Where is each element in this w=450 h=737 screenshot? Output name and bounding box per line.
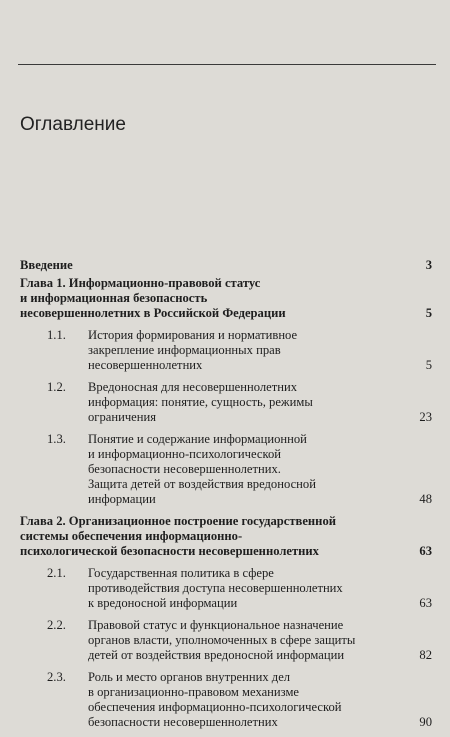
toc-entry [20, 276, 432, 321]
toc-entry-title-line: Государственная политика в сфере [88, 566, 274, 580]
toc-entry [20, 328, 432, 373]
toc-entry [20, 380, 432, 425]
toc-entry-title-line: безопасности несовершеннолетних [88, 715, 278, 729]
toc-entry-title-line: Понятие и содержание информационной [88, 432, 307, 446]
toc-entry-title-line: к вредоносной информации [88, 596, 238, 610]
toc-entry-title-line: детей от воздействия вредоносной информации [88, 648, 345, 662]
toc-entry-title-line: Введение [20, 258, 73, 272]
toc-page-number: 5 [425, 306, 432, 320]
toc-entry [20, 432, 432, 507]
toc-section-number: 1.1. [47, 328, 66, 342]
toc-page-number: 82 [419, 648, 432, 662]
toc-entry-title-line: Глава 2. Организационное построение государственной [20, 514, 336, 528]
toc-entry [20, 670, 432, 730]
table-of-contents [20, 258, 432, 737]
toc-entry-title-line: информации [88, 492, 156, 506]
toc-entry-title-line: Правовой статус и функциональное назначение [88, 618, 344, 632]
header-rule [18, 64, 436, 65]
toc-page-number: 23 [419, 410, 432, 424]
toc-entry [20, 566, 432, 611]
toc-entry-title-line: системы обеспечения информационно- [20, 529, 243, 543]
toc-entry [20, 258, 432, 273]
toc-entry-title-line: обеспечения информационно-психологической [88, 700, 342, 714]
toc-entry-title-line: Глава 1. Информационно-правовой статус [20, 276, 261, 290]
toc-entry [20, 514, 432, 559]
toc-section-number: 2.2. [47, 618, 66, 632]
toc-page-number: 63 [419, 544, 432, 558]
toc-entry-title-line: Защита детей от воздействия вредоносной [88, 477, 316, 491]
toc-entry-title-line: органов власти, уполномоченных в сфере защиты [88, 633, 356, 647]
toc-entry-title-line: закрепление информационных прав [88, 343, 281, 357]
toc-page-number: 5 [425, 358, 432, 372]
toc-entry-title-line: безопасности несовершеннолетних. [88, 462, 281, 476]
toc-entry-title-line: и информационно-психологической [88, 447, 281, 461]
toc-entry-title-line: информация: понятие, сущность, режимы [88, 395, 313, 409]
toc-entry-title-line: несовершеннолетних в Российской Федерации [20, 306, 286, 320]
toc-entry-title-line: психологической безопасности несовершеннолетних [20, 544, 319, 558]
toc-page-number: 63 [419, 596, 432, 610]
toc-entry-title-line: в организационно-правовом механизме [88, 685, 300, 699]
toc-page-number: 90 [419, 715, 432, 729]
toc-section-number: 2.1. [47, 566, 66, 580]
toc-section-number: 2.3. [47, 670, 66, 684]
toc-section-number: 1.2. [47, 380, 66, 394]
toc-entry-title-line: и информационная безопасность [20, 291, 208, 305]
toc-entry-title-line: несовершеннолетних [88, 358, 203, 372]
toc-page-number: 48 [419, 492, 432, 506]
page-title: Оглавление [20, 114, 126, 135]
toc-entry-title-line: противодействия доступа несовершеннолетних [88, 581, 343, 595]
toc-entry [20, 618, 432, 663]
toc-entry-title-line: ограничения [88, 410, 157, 424]
toc-entry-title-line: Вредоносная для несовершеннолетних [88, 380, 298, 394]
toc-entry-title-line: Роль и место органов внутренних дел [88, 670, 291, 684]
toc-page-number: 3 [425, 258, 432, 272]
toc-entry-title-line: История формирования и нормативное [88, 328, 298, 342]
toc-section-number: 1.3. [47, 432, 66, 446]
